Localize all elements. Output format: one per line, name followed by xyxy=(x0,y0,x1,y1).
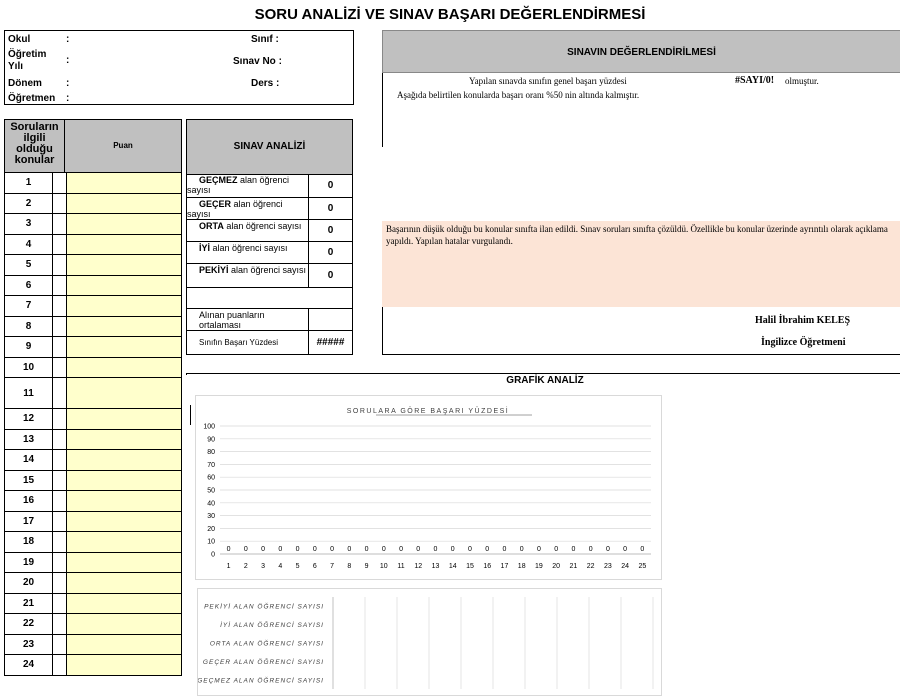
topic-cell[interactable] xyxy=(53,194,67,214)
success-percent-chart[interactable] xyxy=(195,395,662,580)
question-row xyxy=(4,573,182,594)
teacher-name: Halil İbrahim KELEŞ xyxy=(755,315,851,326)
question-row xyxy=(4,337,182,358)
data-label: 0 xyxy=(502,546,507,553)
grade-name: İYİ xyxy=(199,243,211,253)
question-row xyxy=(4,594,182,615)
topic-cell[interactable] xyxy=(53,450,67,470)
grade-label-rest: alan öğrenci sayısı xyxy=(223,221,302,231)
topic-cell[interactable] xyxy=(53,471,67,491)
topic-cell[interactable] xyxy=(53,573,67,593)
x-tick-label: 15 xyxy=(466,563,474,570)
cell-cursor-line xyxy=(190,405,191,425)
topic-cell[interactable] xyxy=(53,614,67,634)
student-count-chart-svg xyxy=(198,589,661,695)
puan-cell[interactable] xyxy=(67,614,181,634)
puan-cell[interactable] xyxy=(67,512,181,532)
category-label: GEÇER ALAN ÖĞRENCİ SAYISI xyxy=(202,658,324,666)
topic-cell[interactable] xyxy=(53,491,67,511)
y-tick-label: 0 xyxy=(211,551,215,559)
x-tick-label: 20 xyxy=(552,563,561,570)
puan-cell[interactable] xyxy=(67,655,181,675)
grade-count-label xyxy=(187,174,309,197)
puan-cell[interactable] xyxy=(67,471,181,491)
x-tick-label: 11 xyxy=(397,563,405,570)
exam-analysis-header: SINAV ANALİZİ xyxy=(187,120,352,175)
topic-cell[interactable] xyxy=(53,255,67,275)
topic-cell[interactable] xyxy=(53,358,67,378)
x-tick-label: 24 xyxy=(621,563,630,570)
y-tick-label: 20 xyxy=(207,525,215,533)
topics-header: Soruların ilgili olduğu konular xyxy=(5,120,65,172)
question-number: 13 xyxy=(5,430,53,450)
question-row xyxy=(4,409,182,430)
x-tick-label: 4 xyxy=(278,563,283,570)
y-tick-label: 80 xyxy=(207,449,215,457)
puan-header: Puan xyxy=(113,141,133,150)
success-percent-label: Sınıfın Başarı Yüzdesi xyxy=(187,331,309,354)
topic-cell[interactable] xyxy=(53,173,67,193)
question-row xyxy=(4,512,182,533)
grade-count-value[interactable]: 0 xyxy=(327,225,334,236)
data-label: 0 xyxy=(450,546,455,553)
grade-label-rest: alan öğrenci sayısı xyxy=(228,265,307,275)
y-tick-label: 100 xyxy=(203,423,215,431)
colon: : xyxy=(66,55,70,66)
y-tick-label: 50 xyxy=(207,487,215,495)
y-tick-label: 30 xyxy=(207,513,215,521)
empty-row[interactable] xyxy=(187,288,352,309)
success-sentence-end: olmuştur. xyxy=(785,76,819,86)
average-row xyxy=(187,309,352,331)
puan-cell[interactable] xyxy=(67,450,181,470)
data-label: 0 xyxy=(243,546,248,553)
grade-name: GEÇER xyxy=(199,199,232,209)
colon: : xyxy=(66,34,70,45)
question-row xyxy=(4,655,182,676)
puan-cell[interactable] xyxy=(67,491,181,511)
data-label: 0 xyxy=(468,546,472,553)
question-row xyxy=(4,235,182,256)
exam-analysis-panel xyxy=(186,119,353,355)
grade-name: PEKİYİ xyxy=(199,265,229,275)
topic-cell[interactable] xyxy=(53,296,67,316)
puan-cell[interactable] xyxy=(67,296,181,316)
okul-label: Okul xyxy=(8,34,31,45)
x-tick-label: 10 xyxy=(379,563,388,570)
data-label: 0 xyxy=(364,546,369,553)
success-percent-value[interactable]: ##### xyxy=(316,337,345,348)
question-number: 5 xyxy=(5,255,53,275)
puan-cell[interactable] xyxy=(67,635,181,655)
data-label: 0 xyxy=(347,546,352,553)
puan-cell[interactable] xyxy=(67,194,181,214)
topic-cell[interactable] xyxy=(53,532,67,552)
question-row xyxy=(4,450,182,471)
success-value: #SAYI/0! xyxy=(735,75,775,86)
average-label: Alınan puanların ortalaması xyxy=(187,309,309,330)
grade-count-row xyxy=(187,242,352,264)
question-number: 6 xyxy=(5,276,53,296)
category-label: ORTA ALAN ÖĞRENCİ SAYISI xyxy=(209,640,324,648)
question-number: 8 xyxy=(5,317,53,337)
grade-label-rest: alan öğrenci sayısı xyxy=(187,199,283,219)
x-tick-label: 6 xyxy=(312,563,317,570)
question-row xyxy=(4,471,182,492)
data-label: 0 xyxy=(312,546,317,553)
question-row xyxy=(4,194,182,215)
data-label: 0 xyxy=(330,546,335,553)
category-label: PEKİYİ ALAN ÖĞRENCİ SAYISI xyxy=(204,603,324,611)
grade-name: ORTA xyxy=(199,221,224,231)
question-row xyxy=(4,255,182,276)
success-percent-row xyxy=(187,331,352,354)
question-number: 22 xyxy=(5,614,53,634)
question-number: 2 xyxy=(5,194,53,214)
topic-cell[interactable] xyxy=(53,655,67,675)
question-number: 24 xyxy=(5,655,53,675)
question-number: 20 xyxy=(5,573,53,593)
question-number: 14 xyxy=(5,450,53,470)
question-number: 12 xyxy=(5,409,53,429)
question-number: 10 xyxy=(5,358,53,378)
puan-cell[interactable] xyxy=(67,235,181,255)
evaluation-panel xyxy=(382,30,900,355)
topic-cell[interactable] xyxy=(53,594,67,614)
puan-cell[interactable] xyxy=(67,594,181,614)
grade-count-value[interactable]: 0 xyxy=(327,247,334,258)
puan-cell[interactable] xyxy=(67,553,181,573)
data-label: 0 xyxy=(433,546,438,553)
topic-cell[interactable] xyxy=(53,235,67,255)
x-tick-label: 9 xyxy=(364,563,369,570)
question-row xyxy=(4,491,182,512)
topic-cell[interactable] xyxy=(53,337,67,357)
x-tick-label: 8 xyxy=(347,563,352,570)
question-number: 4 xyxy=(5,235,53,255)
grade-count-label xyxy=(187,220,309,241)
grade-label-rest: alan öğrenci sayısı xyxy=(210,243,288,253)
success-percent-chart-svg xyxy=(196,396,661,579)
page-title: SORU ANALİZİ VE SINAV BAŞARI DEĞERLENDİRMESİ xyxy=(254,6,646,23)
topic-cell[interactable] xyxy=(53,378,67,408)
grade-count-row xyxy=(187,198,352,220)
success-sentence: Yapılan sınavda sınıfın genel başarı yüzdesi xyxy=(469,76,627,86)
question-number: 21 xyxy=(5,594,53,614)
ogretmen-label: Öğretmen xyxy=(8,93,56,104)
puan-cell[interactable] xyxy=(67,430,181,450)
puan-cell[interactable] xyxy=(67,337,181,357)
colon: : xyxy=(66,78,70,89)
question-row xyxy=(4,276,182,297)
question-row xyxy=(4,430,182,451)
question-number: 7 xyxy=(5,296,53,316)
x-tick-label: 5 xyxy=(295,563,300,570)
puan-cell[interactable] xyxy=(67,214,181,234)
y-tick-label: 40 xyxy=(207,500,215,508)
data-label: 0 xyxy=(571,546,576,553)
data-label: 0 xyxy=(588,546,593,553)
x-tick-label: 2 xyxy=(243,563,248,570)
grade-count-row xyxy=(187,174,352,198)
x-tick-label: 19 xyxy=(535,563,543,570)
x-tick-label: 18 xyxy=(517,563,526,570)
student-count-chart[interactable] xyxy=(197,588,662,696)
x-tick-label: 1 xyxy=(226,563,231,570)
question-row xyxy=(4,173,182,194)
grade-count-row xyxy=(187,264,352,288)
question-number: 3 xyxy=(5,214,53,234)
x-tick-label: 7 xyxy=(330,563,335,570)
topic-cell[interactable] xyxy=(53,409,67,429)
puan-cell[interactable] xyxy=(67,276,181,296)
sinif-label: Sınıf : xyxy=(251,34,279,45)
topic-cell[interactable] xyxy=(53,512,67,532)
topic-cell[interactable] xyxy=(53,276,67,296)
topic-cell[interactable] xyxy=(53,317,67,337)
grade-count-row xyxy=(187,220,352,242)
question-number: 17 xyxy=(5,512,53,532)
question-number: 23 xyxy=(5,635,53,655)
x-tick-label: 3 xyxy=(261,563,266,570)
teacher-role: İngilizce Öğretmeni xyxy=(761,337,846,348)
question-table xyxy=(4,119,182,696)
question-number: 1 xyxy=(5,173,53,193)
grade-count-label xyxy=(187,242,309,263)
donem-label: Dönem xyxy=(8,78,42,89)
data-label: 0 xyxy=(278,546,283,553)
signature-block xyxy=(382,307,900,355)
data-label: 0 xyxy=(536,546,541,553)
grade-label-rest: alan öğrenci sayısı xyxy=(187,175,290,195)
topic-cell[interactable] xyxy=(53,635,67,655)
x-tick-label: 16 xyxy=(483,563,492,570)
data-label: 0 xyxy=(261,546,266,553)
question-row xyxy=(4,532,182,553)
chart-title: SORULARA GÖRE BAŞARI YÜZDESİ xyxy=(346,408,510,415)
question-number: 11 xyxy=(5,378,53,408)
puan-cell[interactable] xyxy=(67,532,181,552)
question-number: 16 xyxy=(5,491,53,511)
grade-count-label xyxy=(187,198,309,219)
puan-cell[interactable] xyxy=(67,317,181,337)
average-value[interactable] xyxy=(309,309,352,330)
data-label: 0 xyxy=(416,546,421,553)
data-label: 0 xyxy=(381,546,386,553)
question-row xyxy=(4,614,182,635)
grade-count-value[interactable]: 0 xyxy=(327,270,334,281)
colon: : xyxy=(66,93,70,104)
topic-cell[interactable] xyxy=(53,430,67,450)
puan-cell[interactable] xyxy=(67,173,181,193)
puan-cell[interactable] xyxy=(67,378,181,408)
x-tick-label: 17 xyxy=(500,563,509,570)
data-label: 0 xyxy=(399,546,403,553)
data-label: 0 xyxy=(605,546,610,553)
question-row xyxy=(4,635,182,656)
evaluation-body[interactable] xyxy=(382,73,900,147)
x-tick-label: 13 xyxy=(431,563,440,570)
chart-section-title: GRAFİK ANALİZ xyxy=(506,375,584,386)
sinav-no-label: Sınav No : xyxy=(233,56,282,67)
ders-label: Ders : xyxy=(251,78,280,89)
question-number: 9 xyxy=(5,337,53,357)
topic-cell[interactable] xyxy=(53,553,67,573)
question-row xyxy=(4,296,182,317)
below-50-sentence: Aşağıda belirtilen konularda başarı oranı %50 nin altında kalmıştır. xyxy=(397,90,640,100)
question-row xyxy=(4,317,182,338)
y-tick-label: 60 xyxy=(207,474,215,482)
y-tick-label: 70 xyxy=(207,461,215,469)
question-number: 15 xyxy=(5,471,53,491)
grade-name: GEÇMEZ xyxy=(199,175,238,185)
data-label: 0 xyxy=(226,546,231,553)
evaluation-header: SINAVIN DEĞERLENDİRİLMESİ xyxy=(382,30,900,73)
x-tick-label: 25 xyxy=(638,563,647,570)
question-table-header xyxy=(4,119,182,173)
category-label: GEÇMEZ ALAN ÖĞRENCİ SAYISI xyxy=(198,677,324,685)
ogretim-yili-label: Öğretim Yılı xyxy=(8,49,47,72)
puan-cell[interactable] xyxy=(67,358,181,378)
data-label: 0 xyxy=(554,546,559,553)
question-row xyxy=(4,214,182,235)
grade-count-value[interactable]: 0 xyxy=(327,203,334,214)
info-panel xyxy=(4,30,354,105)
category-label: İYİ ALAN ÖĞRENCİ SAYISI xyxy=(220,622,324,630)
puan-cell[interactable] xyxy=(67,409,181,429)
x-tick-label: 22 xyxy=(586,563,595,570)
data-label: 0 xyxy=(295,546,300,553)
data-label: 0 xyxy=(485,546,490,553)
y-tick-label: 90 xyxy=(207,436,215,444)
data-label: 0 xyxy=(519,546,524,553)
x-tick-label: 21 xyxy=(569,563,578,570)
data-label: 0 xyxy=(640,546,645,553)
puan-cell[interactable] xyxy=(67,255,181,275)
y-tick-label: 10 xyxy=(207,538,215,546)
question-row xyxy=(4,553,182,574)
question-number: 19 xyxy=(5,553,53,573)
data-label: 0 xyxy=(623,546,628,553)
grade-count-label xyxy=(187,264,309,287)
evaluation-comment[interactable]: Başarının düşük olduğu bu konular sınıfta ilan edildi. Sınav soruları sınıfta çözüldü. Özellikle bu konular üzerinde ayrıntılı olarak açıklama yapıldı. Yapılan hatalar vurgulandı. xyxy=(382,221,900,307)
x-tick-label: 14 xyxy=(448,563,457,570)
question-number: 18 xyxy=(5,532,53,552)
topic-cell[interactable] xyxy=(53,214,67,234)
grade-count-value[interactable]: 0 xyxy=(327,180,334,191)
question-row xyxy=(4,378,182,409)
x-tick-label: 23 xyxy=(604,563,612,570)
x-tick-label: 12 xyxy=(414,563,423,570)
question-row xyxy=(4,358,182,379)
puan-cell[interactable] xyxy=(67,573,181,593)
